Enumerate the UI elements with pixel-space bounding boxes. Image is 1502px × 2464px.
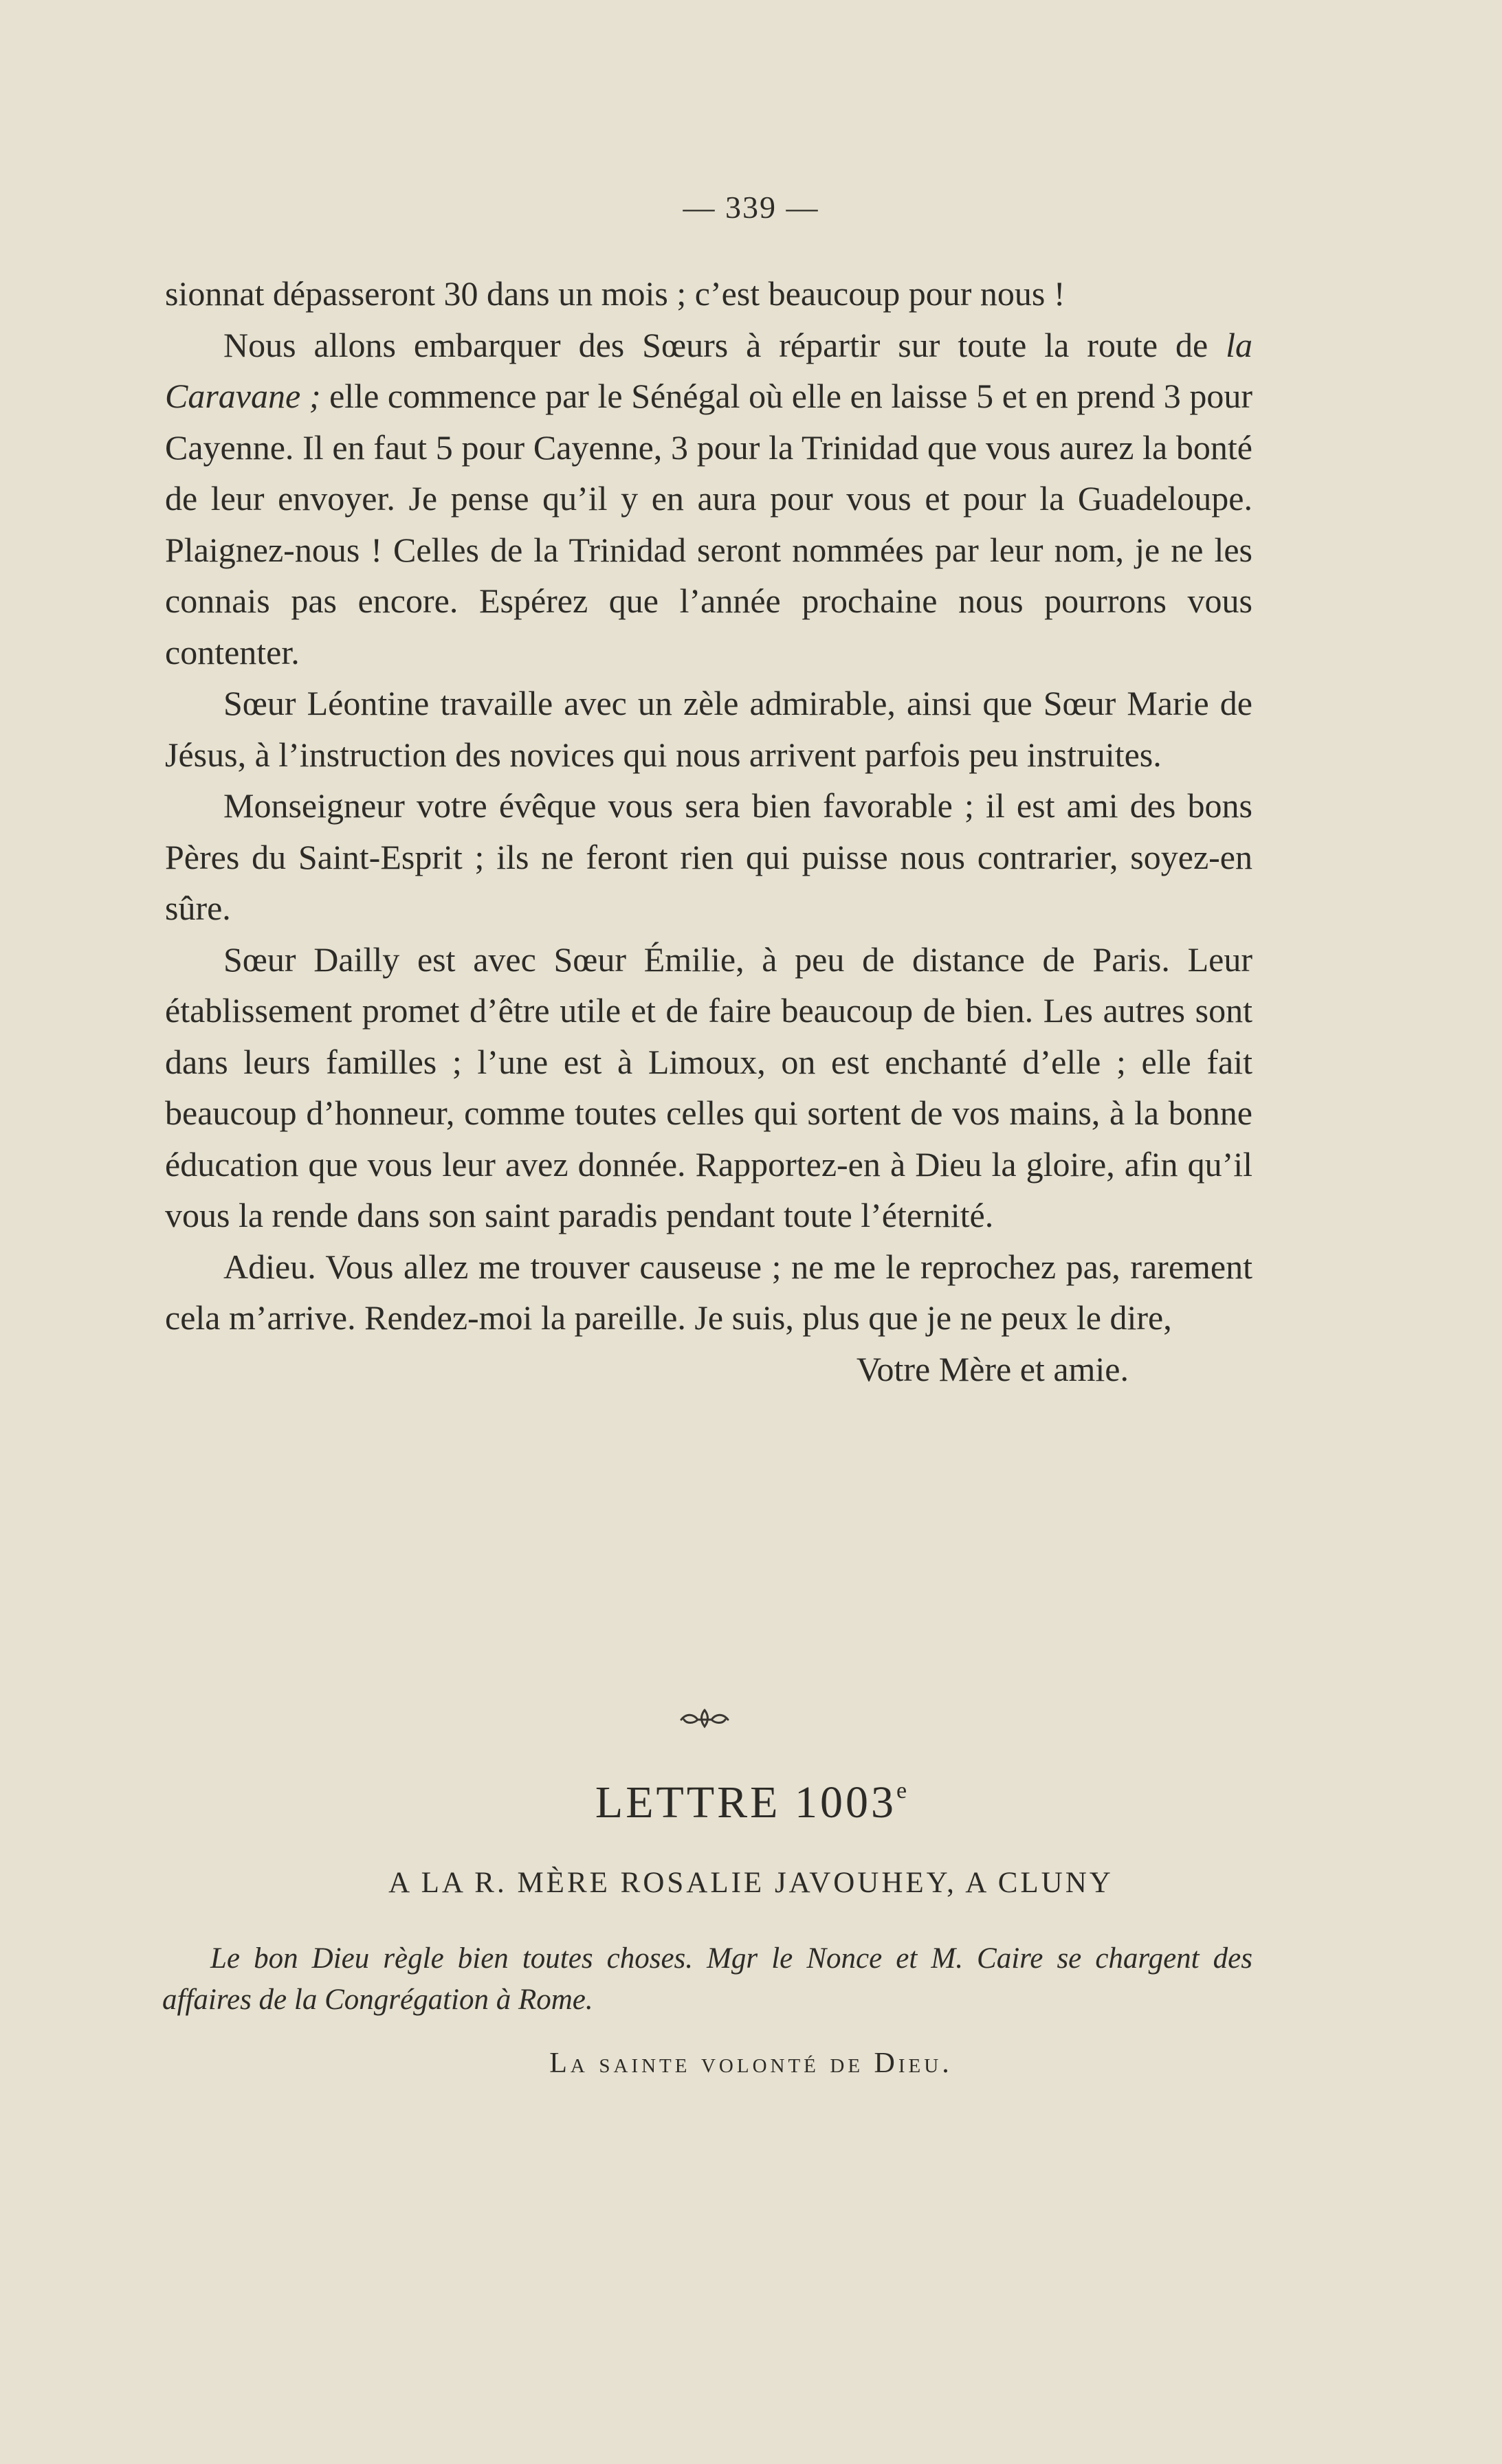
paragraph-5: Sœur Dailly est avec Sœur Émilie, à peu de distance de Paris. Leur établissement promet d’être utile et de faire beaucoup de bien. Les autres sont dans leurs familles ; l’une est à Limoux, on est enchanté d’elle ; elle fait beaucoup d’honneur, comme toutes celles qui sortent de vos mains, à la bonne éducation que vous leur avez donnée. Rapportez-en à Dieu la gloire, afin qu’il vous la rende dans son saint paradis pendant toute l’éternité. [165,940,1252,1234]
paragraph-2 [165,320,1252,678]
paragraph-1: sionnat dépasseront 30 dans un mois ; c’est beaucoup pour nous ! [165,274,1065,313]
letter-summary: Le bon Dieu règle bien toutes choses. Mgr le Nonce et M. Caire se chargent des affaires de la Congrégation à Rome. [162,1942,1252,2016]
letter-body [165,268,1252,1395]
letter-motto: La sainte volonté de Dieu. [549,2047,953,2079]
letter-title [0,1777,1502,1829]
fleuron-icon [677,1705,732,1732]
letter-title-sup: e [896,1778,907,1803]
paragraph-3: Sœur Léontine travaille avec un zèle admirable, ainsi que Sœur Marie de Jésus, à l’instruction des novices qui nous arrivent parfois peu instruites. [165,684,1252,774]
paragraph-4: Monseigneur votre évêque vous sera bien favorable ; il est ami des bons Pères du Saint-Esprit ; ils ne feront rien qui puisse nous contrarier, soyez-en sûre. [165,786,1252,927]
paragraph-2-end: elle commence par le Sénégal où elle en laisse 5 et en prend 3 pour Cayenne. Il en faut 5 pour Cayenne, 3 pour la Trinidad que vous aurez la bonté de leur envoyer. Je pense qu’il y en aura pour vous et pour la Guadeloupe. Plaignez-nous ! Celles de la Trinidad seront nommées par leur nom, je ne les connais pas encore. Espérez que l’année prochaine nous pourrons vous contenter. [165,377,1252,672]
paragraph-2-start: Nous allons embarquer des Sœurs à répartir sur toute la route de [223,325,1226,364]
page-number: — 339 — [683,190,819,225]
letter-recipient: A LA R. MÈRE ROSALIE JAVOUHEY, A CLUNY [388,1867,1114,1899]
ship-name: la Caravane ; [165,325,1252,415]
paragraph-6: Adieu. Vous allez me trouver causeuse ; ne me le reprochez pas, rarement cela m’arrive. Rendez-moi la pareille. Je suis, plus que je ne peux le dire, [165,1247,1252,1337]
signature: Votre Mère et amie. [856,1349,1129,1388]
letter-title-text: LETTRE 1003 [595,1777,896,1828]
